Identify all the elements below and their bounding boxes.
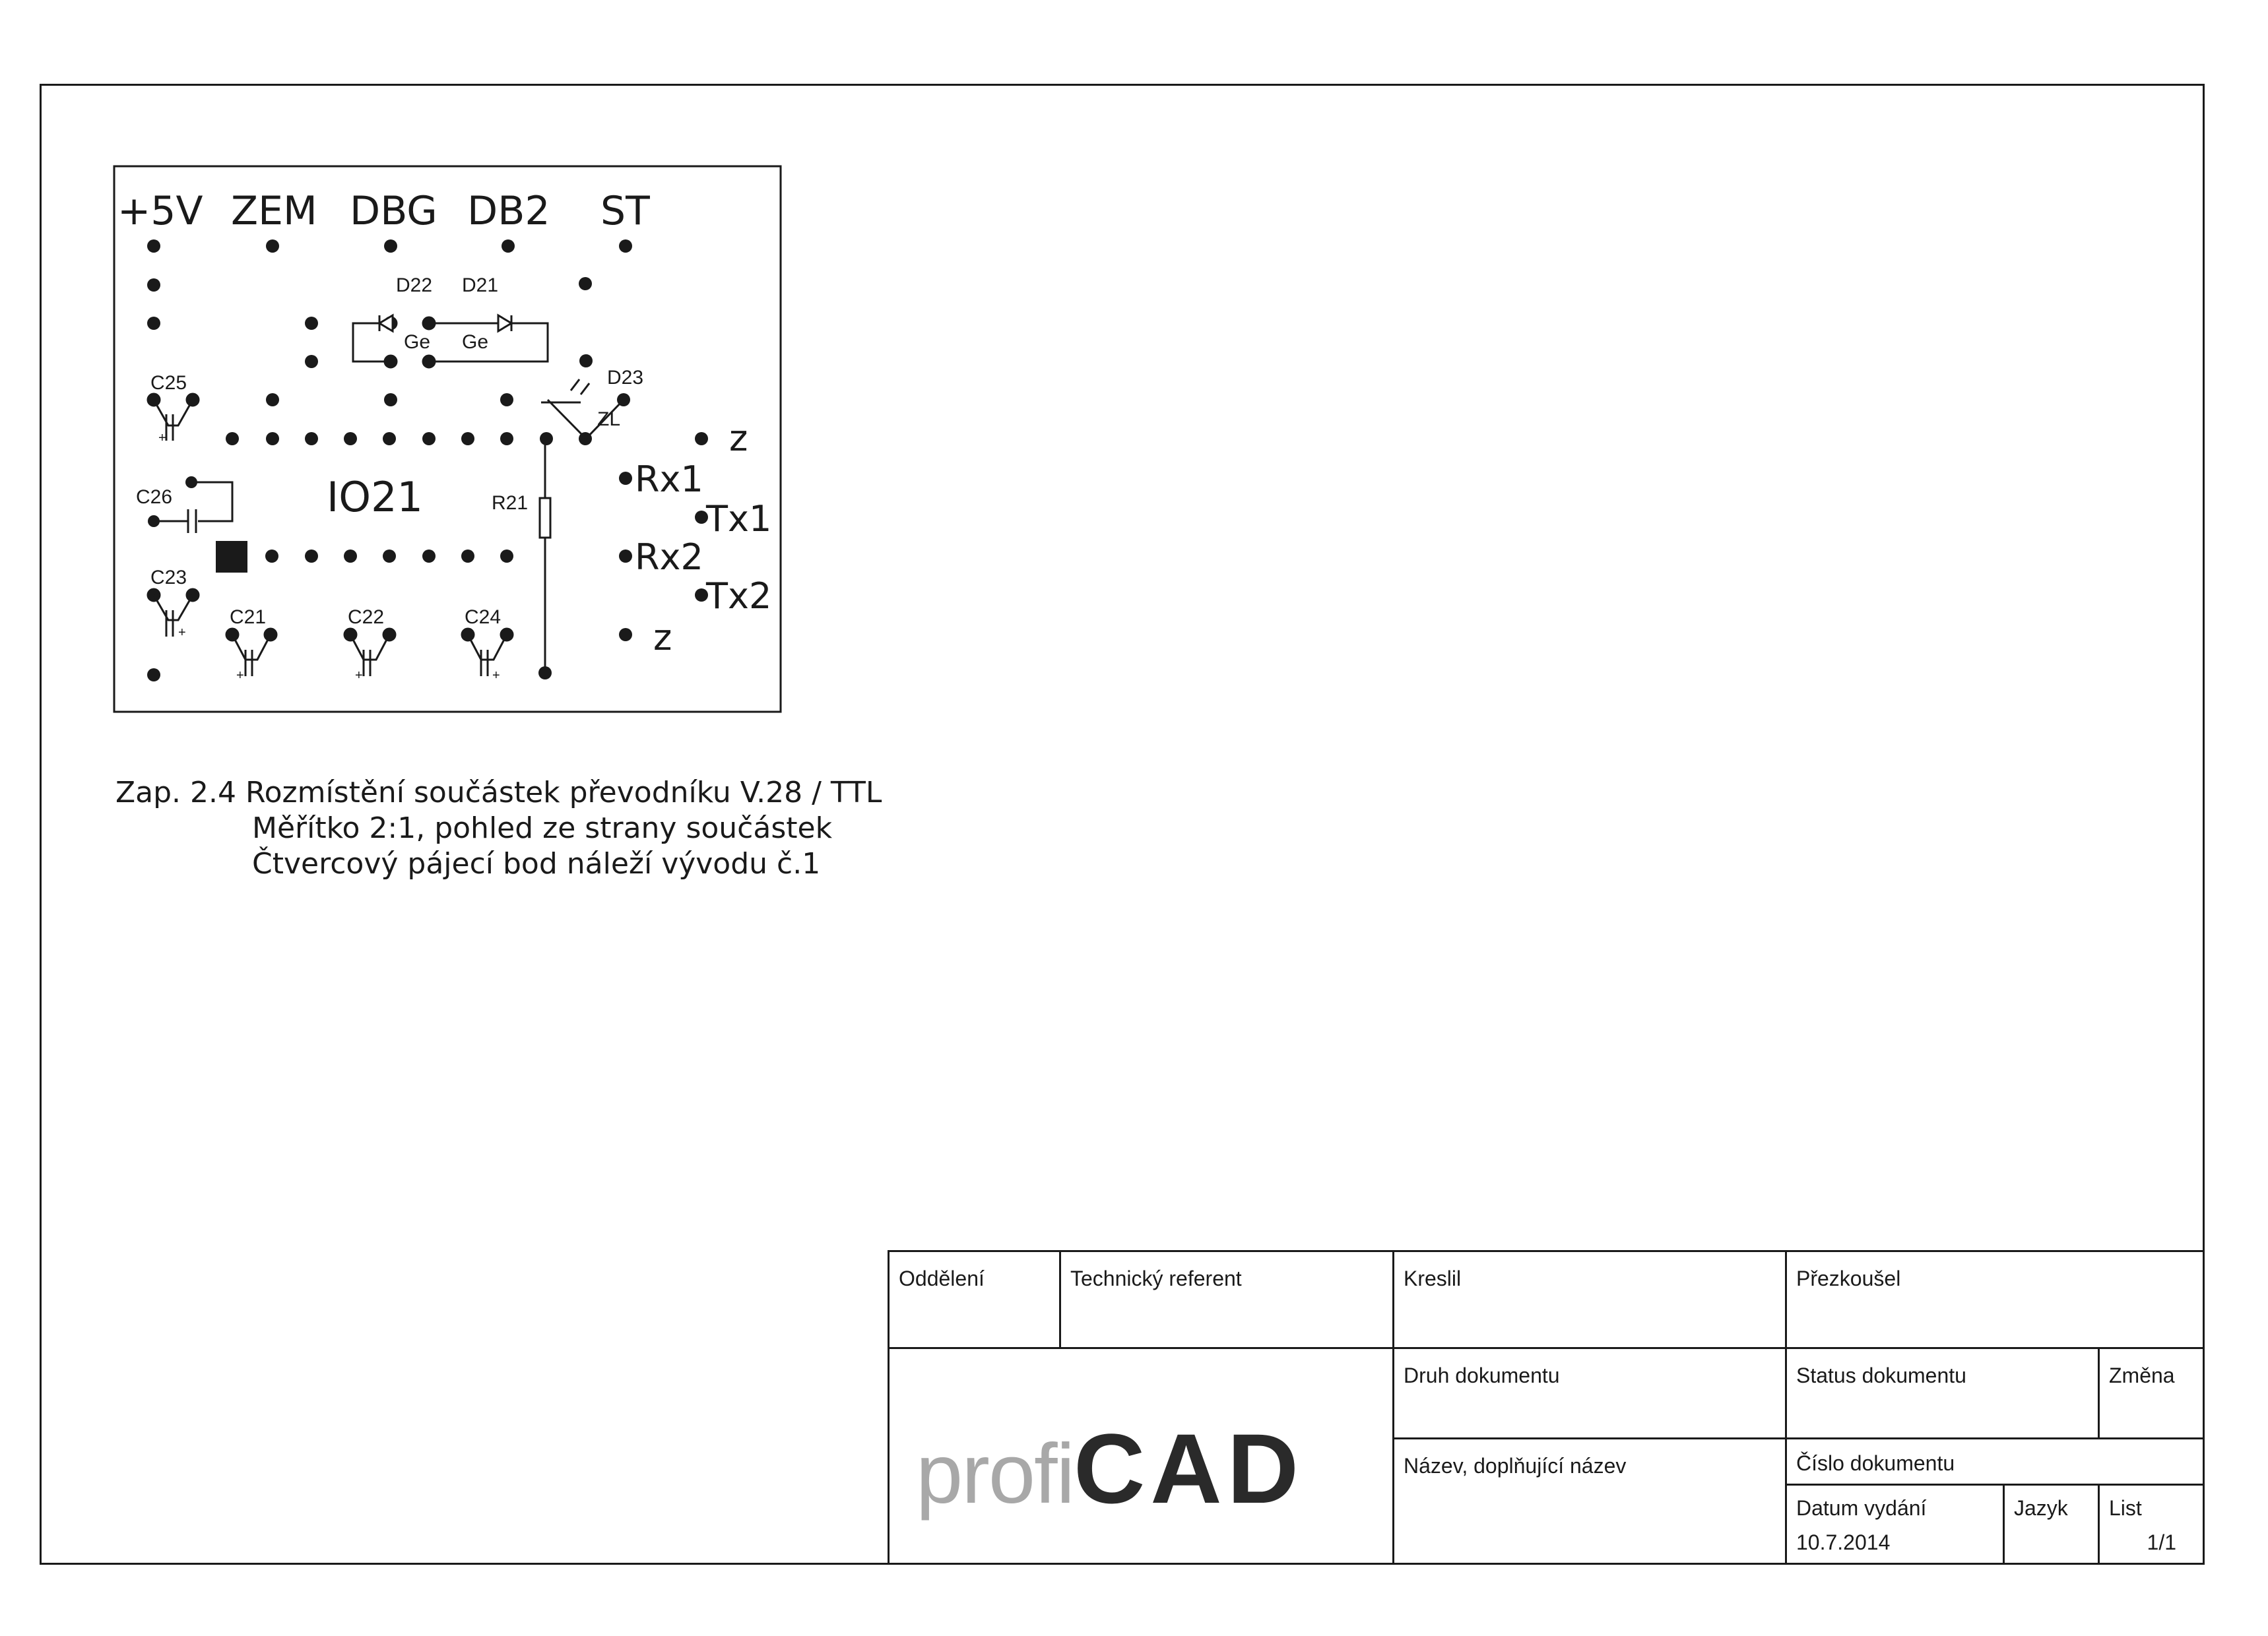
pad xyxy=(422,432,436,445)
label-dbg: DBG xyxy=(350,188,437,234)
cell-logo xyxy=(888,1347,1394,1565)
pad xyxy=(579,354,593,367)
value-datum-vydani: 10.7.2014 xyxy=(1796,1530,1891,1554)
pad xyxy=(619,628,632,641)
label-plus-c23: + xyxy=(178,625,186,640)
label-st: ST xyxy=(600,188,650,234)
resistor-r21 xyxy=(540,439,550,673)
cell-jazyk xyxy=(2003,1484,2100,1565)
label-c24: C24 xyxy=(465,606,502,628)
title-block xyxy=(888,1250,2205,1565)
pad xyxy=(147,278,160,292)
pad xyxy=(266,432,279,445)
cell-technicky-referent xyxy=(1059,1250,1394,1349)
label-rx1: Rx1 xyxy=(635,458,703,500)
pad xyxy=(344,550,357,563)
label-prezkousel: Přezkoušel xyxy=(1796,1267,1901,1290)
pad xyxy=(147,668,160,681)
pin1-square-pad xyxy=(216,541,247,573)
pad xyxy=(540,432,553,445)
label-r21: R21 xyxy=(492,492,529,514)
pad xyxy=(305,432,318,445)
label-kreslil: Kreslil xyxy=(1404,1267,1462,1290)
proficad-logo xyxy=(916,1412,1304,1526)
capacitor-c23 xyxy=(148,589,199,637)
pad xyxy=(305,550,318,563)
label-status-dokumentu: Status dokumentu xyxy=(1796,1364,1966,1387)
pad xyxy=(461,432,474,445)
label-jazyk: Jazyk xyxy=(2014,1496,2068,1520)
label-c25: C25 xyxy=(150,372,187,394)
label-c22: C22 xyxy=(348,606,385,628)
pad xyxy=(502,239,515,253)
label-d23: D23 xyxy=(607,367,644,389)
pad xyxy=(619,239,632,253)
label-oddeleni: Oddělení xyxy=(899,1267,985,1290)
pad xyxy=(305,355,318,368)
pad xyxy=(500,393,513,406)
capacitor-c22 xyxy=(344,629,395,676)
cell-list xyxy=(2098,1484,2205,1565)
pad xyxy=(383,550,396,563)
label-cislo-dokumentu: Číslo dokumentu xyxy=(1796,1451,1955,1475)
label-zem: ZEM xyxy=(231,188,317,234)
pad xyxy=(500,432,513,445)
value-list: 1/1 xyxy=(2147,1530,2176,1554)
diode-pair xyxy=(353,315,548,367)
figure-caption xyxy=(115,775,882,882)
label-plus-c21: + xyxy=(236,668,244,683)
label-nazev: Název, doplňující název xyxy=(1404,1454,1627,1478)
pad xyxy=(619,472,632,485)
label-ge2: Ge xyxy=(462,331,489,353)
ic-label: IO21 xyxy=(327,473,423,521)
cell-status-dokumentu xyxy=(1785,1347,2100,1439)
label-list: List xyxy=(2109,1496,2142,1520)
label-rx2: Rx2 xyxy=(635,536,703,578)
pad xyxy=(147,239,160,253)
label-datum-vydani: Datum vydání xyxy=(1796,1496,1927,1520)
pad xyxy=(422,550,436,563)
label-druh-dokumentu: Druh dokumentu xyxy=(1404,1364,1560,1387)
label-c23: C23 xyxy=(150,567,187,588)
pad xyxy=(500,550,513,563)
pad xyxy=(384,393,397,406)
capacitor-c24 xyxy=(462,629,513,676)
label-zl: ZL xyxy=(597,408,621,430)
label-db2: DB2 xyxy=(467,188,550,234)
cell-prezkousel xyxy=(1785,1250,2205,1349)
pad xyxy=(383,432,396,445)
label-technicky-referent: Technický referent xyxy=(1070,1267,1242,1290)
label-5v: +5V xyxy=(117,188,203,234)
caption-line-3: Čtvercový pájecí bod náleží vývodu č.1 xyxy=(252,847,821,881)
pad xyxy=(305,317,318,330)
caption-line-2: Měřítko 2:1, pohled ze strany součástek xyxy=(252,811,833,845)
label-d21: D21 xyxy=(462,274,499,296)
capacitor-c21 xyxy=(226,629,276,676)
cell-oddeleni xyxy=(888,1250,1061,1349)
pad xyxy=(384,239,397,253)
pad xyxy=(695,432,708,445)
capacitor-c25 xyxy=(148,394,199,441)
pad xyxy=(579,277,592,290)
cell-cislo-dokumentu xyxy=(1785,1437,2205,1486)
cell-kreslil xyxy=(1392,1250,1787,1349)
logo-profi: profi xyxy=(916,1427,1074,1521)
pcb-outline xyxy=(114,166,781,712)
cell-datum-vydani xyxy=(1785,1484,2005,1565)
label-zmena: Změna xyxy=(2109,1364,2175,1387)
pad xyxy=(619,550,632,563)
pad xyxy=(265,550,278,563)
label-plus-c25: + xyxy=(158,431,166,445)
label-tx2: Tx2 xyxy=(706,575,772,617)
label-c26: C26 xyxy=(136,486,173,508)
pad xyxy=(266,239,279,253)
label-plus-c22: + xyxy=(355,668,363,683)
logo-cad: CAD xyxy=(1074,1413,1304,1524)
cell-nazev xyxy=(1392,1437,1787,1565)
label-ge1: Ge xyxy=(404,331,431,353)
label-plus-c24: + xyxy=(492,668,500,683)
cell-zmena xyxy=(2098,1347,2205,1439)
pad xyxy=(147,317,160,330)
label-d22: D22 xyxy=(396,274,433,296)
pad xyxy=(226,432,239,445)
cell-druh-dokumentu xyxy=(1392,1347,1787,1439)
label-z-top: z xyxy=(729,418,748,459)
pad xyxy=(266,393,279,406)
caption-line-1: Zap. 2.4 Rozmístění součástek převodníku V.28 / TTL xyxy=(115,776,882,809)
pad xyxy=(344,432,357,445)
label-z-bottom: z xyxy=(653,617,672,658)
label-tx1: Tx1 xyxy=(706,498,772,540)
label-c21: C21 xyxy=(230,606,267,628)
pad xyxy=(461,550,474,563)
